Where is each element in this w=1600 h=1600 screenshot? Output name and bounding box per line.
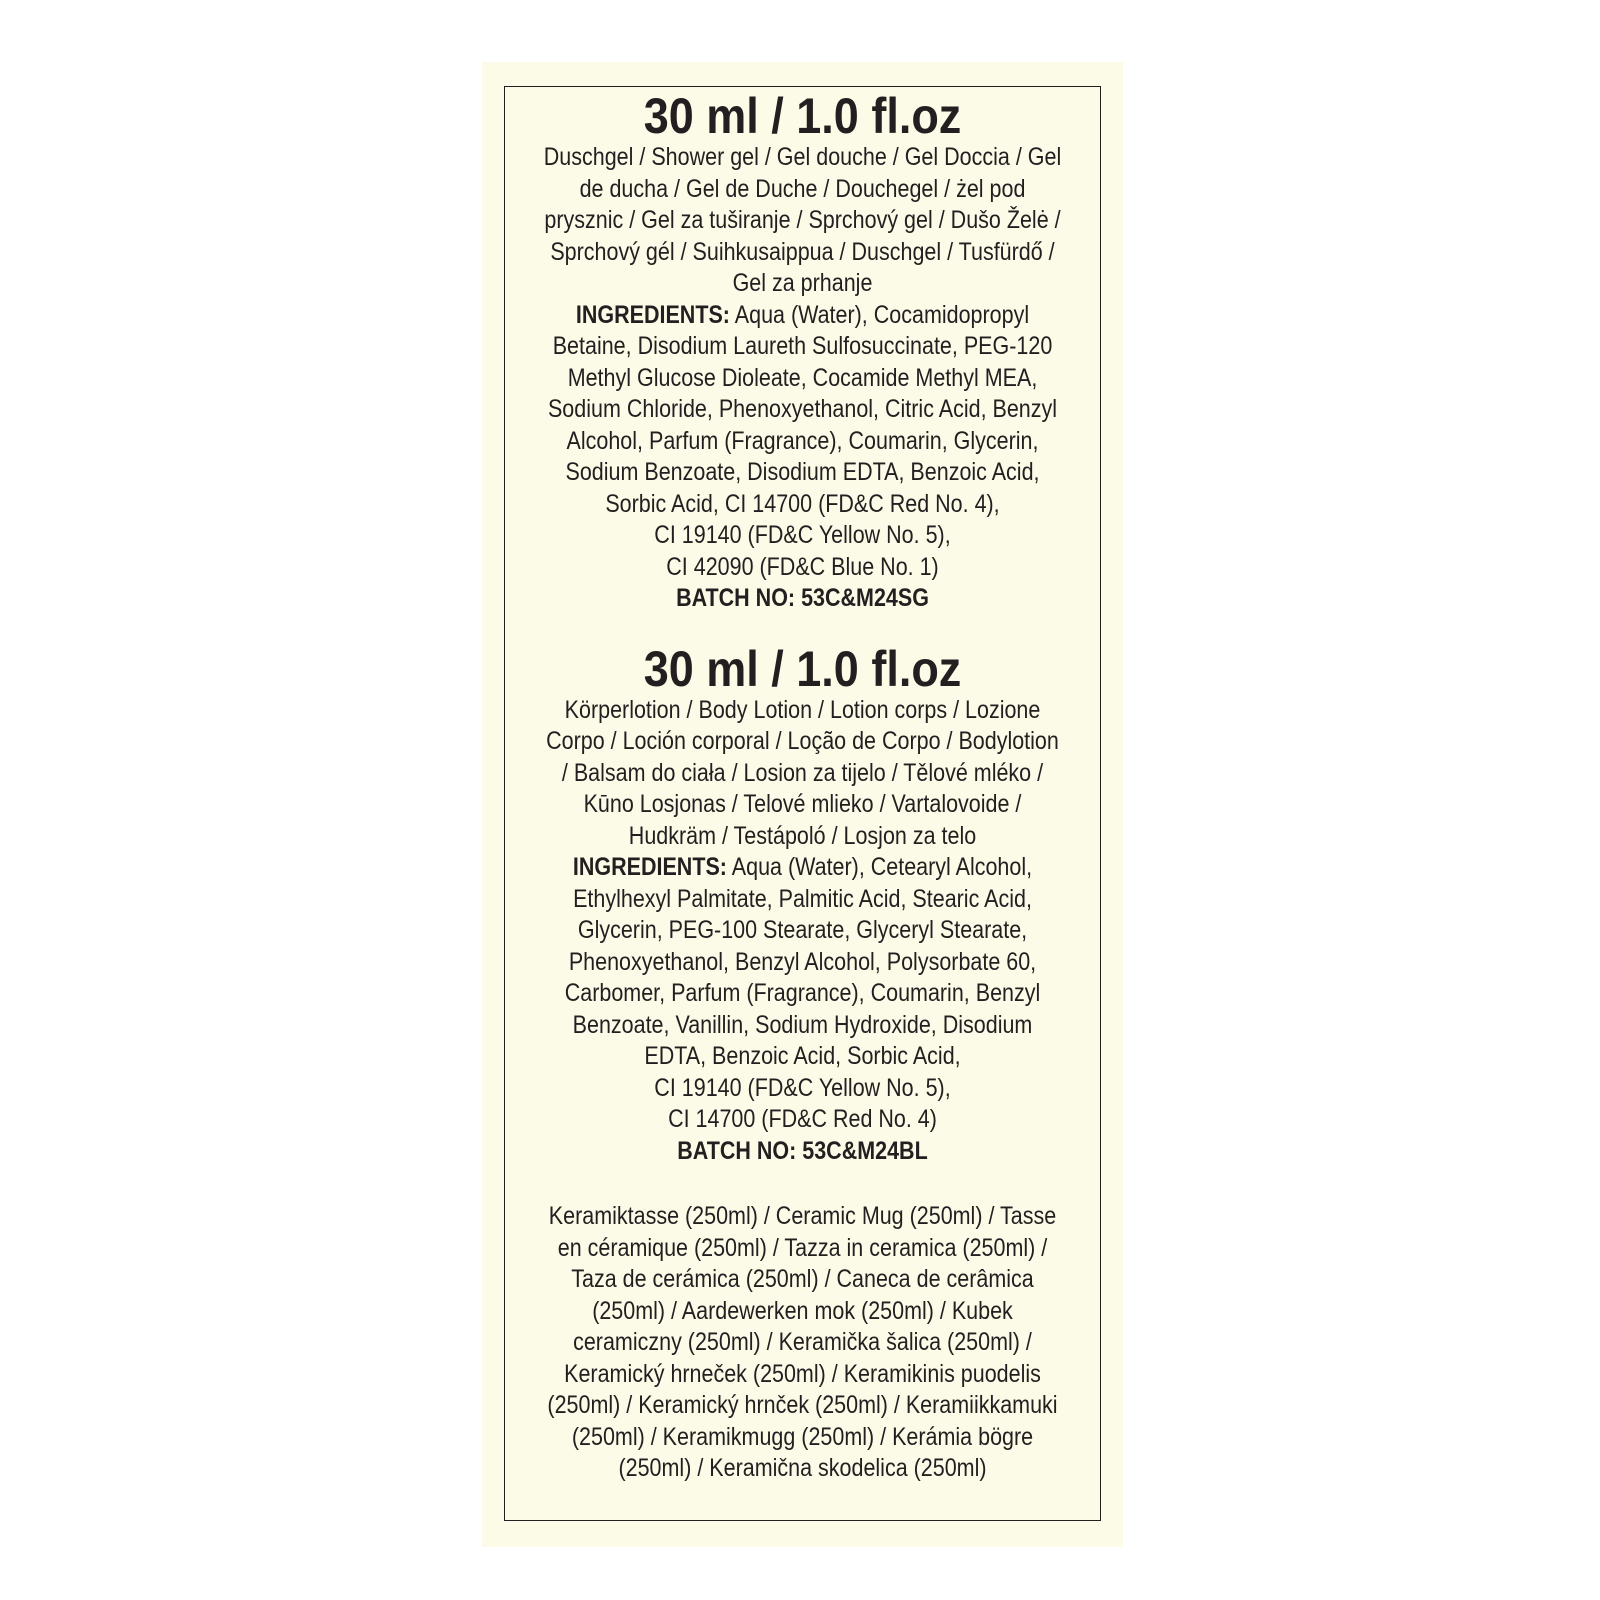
- shower-gel-ingredients-line: Sorbic Acid, CI 14700 (FD&C Red No. 4),: [605, 489, 1000, 518]
- body-lotion-ingredients-line: Benzoate, Vanillin, Sodium Hydroxide, Disodium: [572, 1010, 1033, 1039]
- mug-line: Keramiktasse (250ml) / Ceramic Mug (250ml) / Tasse: [548, 1202, 1057, 1230]
- shower-gel-ingredients-line: [527, 300, 1078, 332]
- shower-gel-name-line: de ducha / Gel de Duche / Douchegel / żel pod: [579, 174, 1026, 203]
- shower-gel-ingredients-line: Alcohol, Parfum (Fragrance), Coumarin, Glycerin,: [566, 426, 1039, 455]
- ingredients-text: Aqua (Water), Cocamidopropyl: [729, 300, 1030, 329]
- shower-gel-batch: BATCH NO: 53C&M24SG: [676, 584, 929, 612]
- shower-gel-ingredients-line: Sodium Chloride, Phenoxyethanol, Citric Acid, Benzyl: [547, 395, 1058, 423]
- body-lotion-size: 30 ml / 1.0 fl.oz: [643, 640, 962, 697]
- mug-line: (250ml) / Keramična skodelica (250ml): [618, 1454, 987, 1482]
- mug-line: Keramický hrneček (250ml) / Keramikinis puodelis: [564, 1359, 1041, 1388]
- shower-gel-ingredients-line: CI 19140 (FD&C Yellow No. 5),: [654, 521, 951, 549]
- shower-gel-size: 30 ml / 1.0 fl.oz: [643, 88, 962, 144]
- shower-gel-name-line: Gel za prhanje: [732, 269, 873, 297]
- shower-gel-ingredients-line: Betaine, Disodium Laureth Sulfosuccinate, PEG-120: [552, 332, 1053, 360]
- shower-gel-name-line: prysznic / Gel za tuširanje / Sprchový gel / Dušo Želė /: [544, 206, 1061, 234]
- body-lotion-name-line: Körperlotion / Body Lotion / Lotion corps / Lozione: [564, 695, 1041, 724]
- body-lotion-name-line: Corpo / Loción corporal / Loção de Corpo / Bodylotion: [546, 727, 1059, 755]
- mug-line: en céramique (250ml) / Tazza in ceramica (250ml) /: [557, 1233, 1048, 1262]
- body-lotion-ingredients-line: Ethylhexyl Palmitate, Palmitic Acid, Stearic Acid,: [573, 884, 1032, 913]
- body-lotion-name-line: Hudkräm / Testápoló / Losjon za telo: [628, 821, 977, 850]
- shower-gel-ingredients-line: Sodium Benzoate, Disodium EDTA, Benzoic Acid,: [565, 458, 1040, 486]
- mug-line: (250ml) / Aardewerken mok (250ml) / Kubek: [592, 1296, 1013, 1325]
- body-lotion-ingredients-line: Glycerin, PEG-100 Stearate, Glyceryl Stearate,: [577, 916, 1028, 944]
- body-lotion-batch: BATCH NO: 53C&M24BL: [677, 1136, 928, 1165]
- body-lotion-ingredients-line: Carbomer, Parfum (Fragrance), Coumarin, Benzyl: [564, 979, 1041, 1007]
- body-lotion-name-line: / Balsam do ciała / Losion za tijelo / Tělové mléko /: [561, 758, 1044, 787]
- mug-line: Taza de cerámica (250ml) / Caneca de cerâmica: [571, 1265, 1034, 1293]
- label-content: [482, 90, 1123, 1485]
- body-lotion-name-line: Kūno Losjonas / Telové mlieko / Vartalovoide /: [583, 790, 1022, 818]
- body-lotion-ingredients-line: CI 14700 (FD&C Red No. 4): [668, 1105, 937, 1133]
- body-lotion-ingredients-line: Phenoxyethanol, Benzyl Alcohol, Polysorbate 60,: [568, 947, 1037, 976]
- ingredients-label: INGREDIENTS:: [575, 300, 730, 329]
- body-lotion-ingredients-line: [527, 852, 1078, 884]
- product-label: [482, 62, 1123, 1547]
- ingredients-text: Aqua (Water), Cetearyl Alcohol,: [726, 853, 1033, 881]
- body-lotion-ingredients-line: CI 19140 (FD&C Yellow No. 5),: [654, 1073, 951, 1102]
- ingredients-label: INGREDIENTS:: [572, 853, 727, 881]
- mug-line: (250ml) / Keramický hrnček (250ml) / Keramiikkamuki: [547, 1391, 1058, 1419]
- mug-line: ceramiczny (250ml) / Keramička šalica (250ml) /: [573, 1328, 1032, 1356]
- shower-gel-ingredients-line: Methyl Glucose Dioleate, Cocamide Methyl MEA,: [567, 363, 1038, 392]
- shower-gel-name-line: Sprchový gél / Suihkusaippua / Duschgel / Tusfürdő /: [550, 237, 1055, 266]
- shower-gel-name-line: Duschgel / Shower gel / Gel douche / Gel Doccia / Gel: [543, 143, 1062, 171]
- section-spacer: [482, 1167, 1123, 1201]
- shower-gel-ingredients-line: CI 42090 (FD&C Blue No. 1): [666, 552, 939, 581]
- body-lotion-ingredients-line: EDTA, Benzoic Acid, Sorbic Acid,: [644, 1042, 961, 1070]
- section-spacer: [482, 615, 1123, 643]
- mug-line: (250ml) / Keramikmugg (250ml) / Kerámia bögre: [571, 1422, 1034, 1451]
